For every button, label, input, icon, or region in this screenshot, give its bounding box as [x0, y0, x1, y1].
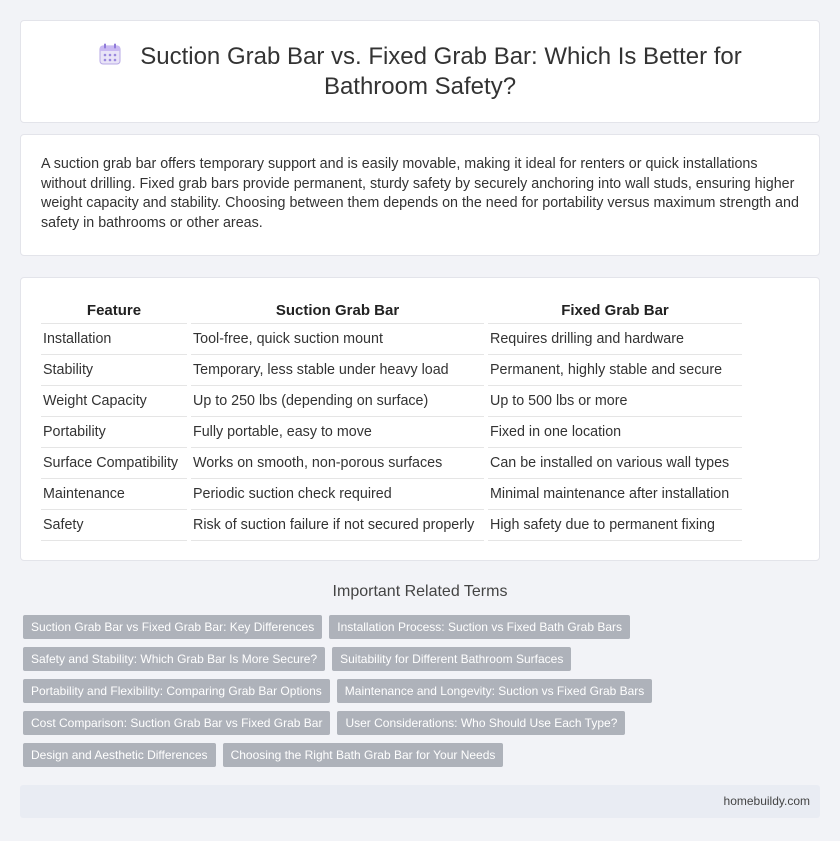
cell-suction: Temporary, less stable under heavy load: [191, 355, 484, 386]
table-row: [41, 324, 742, 355]
cell-fixed: Can be installed on various wall types: [488, 448, 742, 479]
cell-fixed: Minimal maintenance after installation: [488, 479, 742, 510]
footer-site-name[interactable]: homebuildy.com: [723, 794, 810, 808]
cell-feature: Installation: [41, 324, 187, 355]
cell-feature: Surface Compatibility: [41, 448, 187, 479]
title-card: [20, 20, 820, 123]
table-header-row: [41, 300, 742, 324]
table-row: [41, 355, 742, 386]
related-terms-title: Important Related Terms: [332, 583, 508, 600]
related-term-tag[interactable]: Suction Grab Bar vs Fixed Grab Bar: Key Differences: [23, 615, 322, 639]
cell-fixed: High safety due to permanent fixing: [488, 510, 742, 541]
page-title-text: Suction Grab Bar vs. Fixed Grab Bar: Which Is Better for Bathroom Safety?: [140, 42, 742, 100]
header-suction: Suction Grab Bar: [191, 300, 484, 324]
related-term-tag[interactable]: Suitability for Different Bathroom Surfaces: [332, 647, 571, 671]
table-row: [41, 479, 742, 510]
related-term-tag[interactable]: Maintenance and Longevity: Suction vs Fixed Grab Bars: [337, 679, 653, 703]
intro-paragraph: A suction grab bar offers temporary support and is easily movable, making it ideal for renters or quick installations without drilling. Fixed grab bars provide permanent, sturdy safety by securely anchoring into wall studs, ensuring higher weight capacity and stability. Choosing between them depends on the need for portability versus maximum strength and safety in bathrooms or other areas.: [41, 156, 799, 231]
cell-feature: Portability: [41, 417, 187, 448]
cell-fixed: Fixed in one location: [488, 417, 742, 448]
cell-feature: Weight Capacity: [41, 386, 187, 417]
cell-suction: Fully portable, easy to move: [191, 417, 484, 448]
table-row: [41, 386, 742, 417]
comparison-card: [20, 277, 820, 561]
header-fixed: Fixed Grab Bar: [488, 300, 742, 324]
cell-fixed: Up to 500 lbs or more: [488, 386, 742, 417]
cell-feature: Stability: [41, 355, 187, 386]
related-term-tag[interactable]: Choosing the Right Bath Grab Bar for Your Needs: [223, 743, 504, 767]
comparison-table: [37, 300, 746, 541]
related-terms-list: [20, 615, 820, 767]
cell-fixed: Requires drilling and hardware: [488, 324, 742, 355]
related-term-tag[interactable]: Design and Aesthetic Differences: [23, 743, 216, 767]
page-title: [51, 42, 789, 102]
cell-suction: Risk of suction failure if not secured properly: [191, 510, 484, 541]
cell-suction: Tool-free, quick suction mount: [191, 324, 484, 355]
table-row: [41, 510, 742, 541]
related-term-tag[interactable]: User Considerations: Who Should Use Each Type?: [337, 711, 625, 735]
cell-fixed: Permanent, highly stable and secure: [488, 355, 742, 386]
cell-suction: Periodic suction check required: [191, 479, 484, 510]
cell-suction: Up to 250 lbs (depending on surface): [191, 386, 484, 417]
related-term-tag[interactable]: Cost Comparison: Suction Grab Bar vs Fixed Grab Bar: [23, 711, 330, 735]
cell-feature: Maintenance: [41, 479, 187, 510]
related-term-tag[interactable]: Safety and Stability: Which Grab Bar Is More Secure?: [23, 647, 325, 671]
cell-suction: Works on smooth, non-porous surfaces: [191, 448, 484, 479]
header-feature: Feature: [41, 300, 187, 324]
calendar-icon: [98, 42, 122, 66]
related-term-tag[interactable]: Portability and Flexibility: Comparing Grab Bar Options: [23, 679, 330, 703]
table-row: [41, 448, 742, 479]
cell-feature: Safety: [41, 510, 187, 541]
footer: [20, 785, 820, 818]
table-row: [41, 417, 742, 448]
related-term-tag[interactable]: Installation Process: Suction vs Fixed Bath Grab Bars: [329, 615, 630, 639]
intro-card: [20, 134, 820, 256]
